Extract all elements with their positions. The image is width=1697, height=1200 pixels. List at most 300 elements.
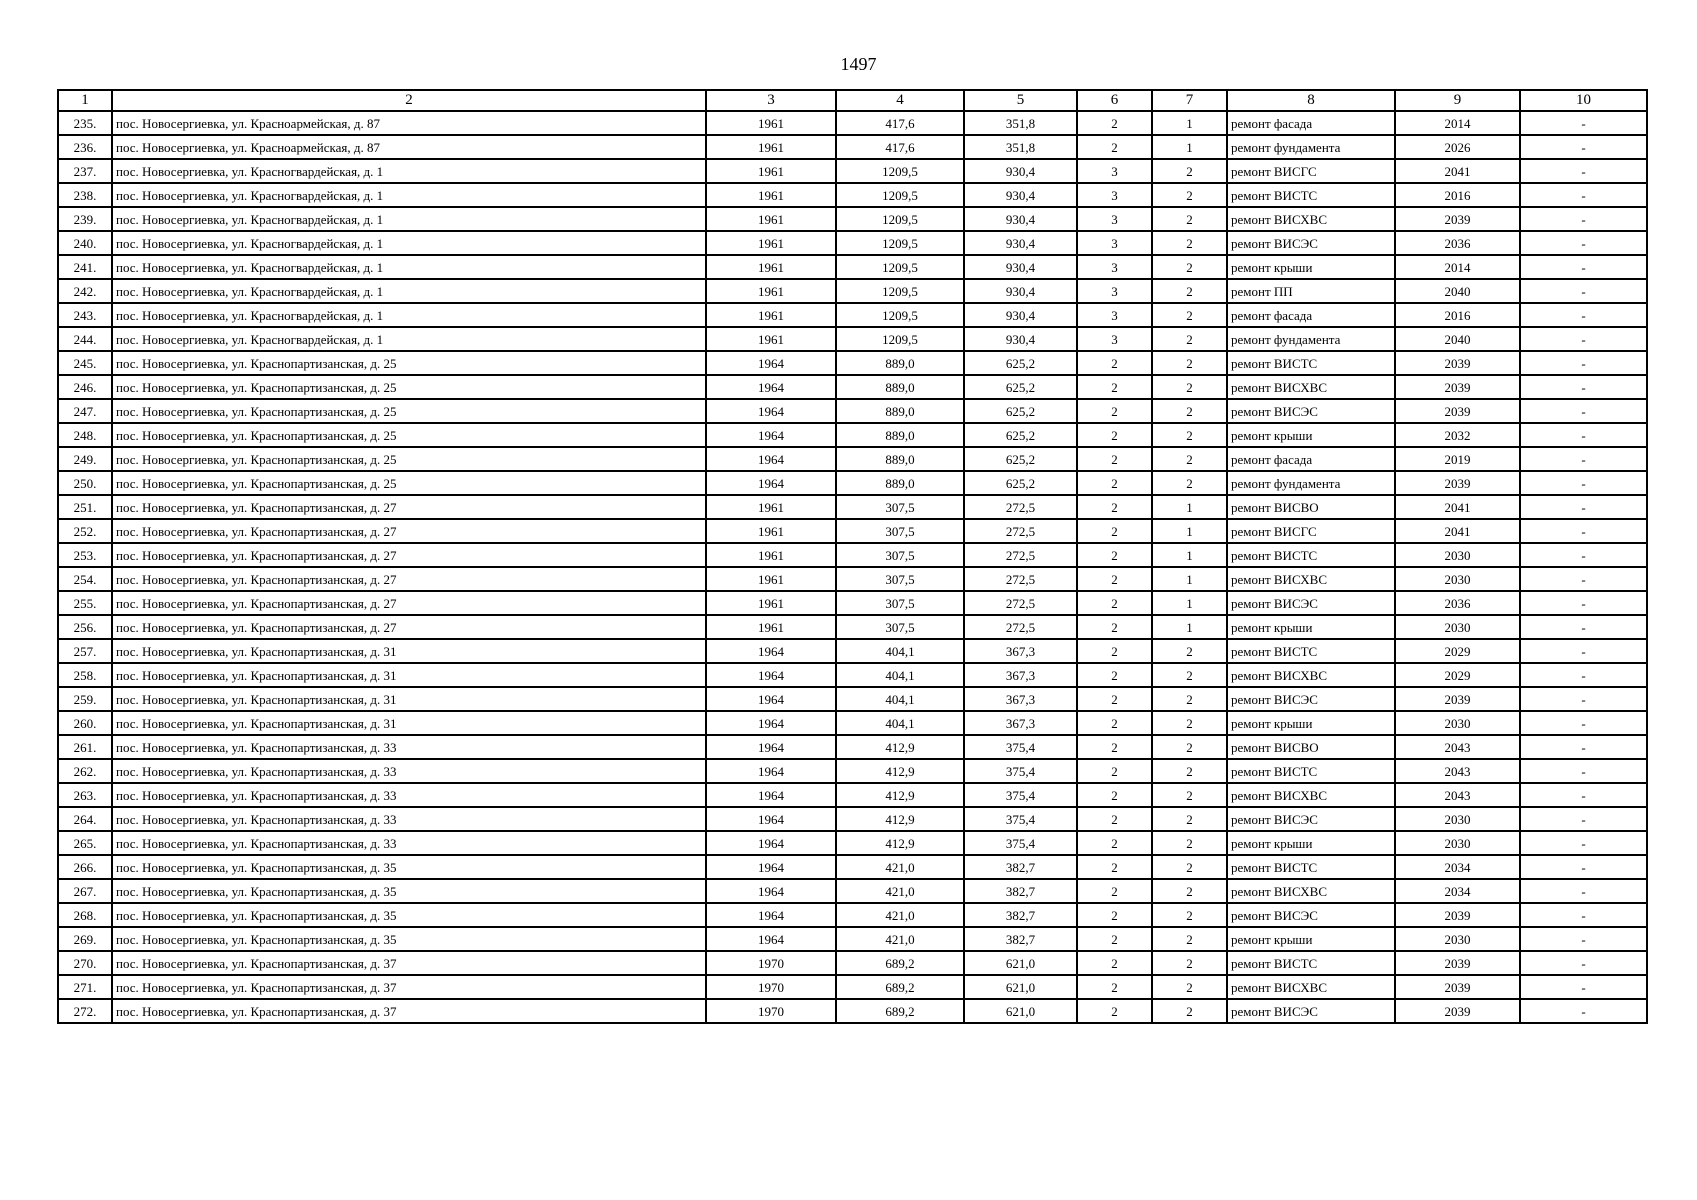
note-cell: - [1520,183,1647,207]
address-cell: пос. Новосергиевка, ул. Краснопартизанская, д. 31 [112,687,706,711]
planned-year-cell: 2026 [1395,135,1520,159]
table-row [58,687,1647,711]
floors-cell: 2 [1077,399,1152,423]
floors-cell: 2 [1077,567,1152,591]
address-cell: пос. Новосергиевка, ул. Краснопартизанская, д. 35 [112,855,706,879]
floors-cell: 3 [1077,303,1152,327]
table-row [58,927,1647,951]
planned-year-cell: 2039 [1395,903,1520,927]
living-area-cell: 351,8 [964,111,1077,135]
note-cell: - [1520,399,1647,423]
address-cell: пос. Новосергиевка, ул. Краснопартизанская, д. 25 [112,375,706,399]
entrances-cell: 1 [1152,567,1227,591]
planned-year-cell: 2030 [1395,927,1520,951]
repair-work-cell: ремонт крыши [1227,423,1395,447]
living-area-cell: 272,5 [964,495,1077,519]
note-cell: - [1520,135,1647,159]
total-area-cell: 412,9 [836,831,964,855]
entrances-cell: 2 [1152,663,1227,687]
table-row [58,231,1647,255]
build-year-cell: 1964 [706,471,836,495]
row-number: 270. [58,951,112,975]
floors-cell: 2 [1077,519,1152,543]
living-area-cell: 272,5 [964,543,1077,567]
build-year-cell: 1961 [706,327,836,351]
planned-year-cell: 2036 [1395,231,1520,255]
table-row [58,879,1647,903]
repair-work-cell: ремонт ВИСВО [1227,495,1395,519]
note-cell: - [1520,999,1647,1023]
floors-cell: 2 [1077,759,1152,783]
entrances-cell: 2 [1152,879,1227,903]
table-row [58,831,1647,855]
row-number: 252. [58,519,112,543]
build-year-cell: 1964 [706,423,836,447]
total-area-cell: 1209,5 [836,255,964,279]
row-number: 266. [58,855,112,879]
planned-year-cell: 2043 [1395,735,1520,759]
address-cell: пос. Новосергиевка, ул. Красногвардейская, д. 1 [112,279,706,303]
build-year-cell: 1964 [706,759,836,783]
entrances-cell: 2 [1152,279,1227,303]
row-number: 251. [58,495,112,519]
note-cell: - [1520,327,1647,351]
entrances-cell: 2 [1152,783,1227,807]
address-cell: пос. Новосергиевка, ул. Краснопартизанская, д. 27 [112,543,706,567]
table-row [58,783,1647,807]
floors-cell: 2 [1077,495,1152,519]
note-cell: - [1520,927,1647,951]
planned-year-cell: 2029 [1395,639,1520,663]
repair-work-cell: ремонт ВИСТС [1227,951,1395,975]
floors-cell: 2 [1077,927,1152,951]
repair-work-cell: ремонт ВИСЭС [1227,231,1395,255]
repair-registry-table [57,89,1648,1024]
note-cell: - [1520,615,1647,639]
row-number: 243. [58,303,112,327]
table-row [58,279,1647,303]
row-number: 253. [58,543,112,567]
repair-work-cell: ремонт ВИСЭС [1227,903,1395,927]
living-area-cell: 272,5 [964,567,1077,591]
total-area-cell: 421,0 [836,855,964,879]
living-area-cell: 930,4 [964,303,1077,327]
entrances-cell: 2 [1152,183,1227,207]
planned-year-cell: 2043 [1395,759,1520,783]
planned-year-cell: 2034 [1395,855,1520,879]
entrances-cell: 2 [1152,711,1227,735]
row-number: 239. [58,207,112,231]
table-row [58,159,1647,183]
planned-year-cell: 2016 [1395,183,1520,207]
row-number: 272. [58,999,112,1023]
floors-cell: 2 [1077,687,1152,711]
address-cell: пос. Новосергиевка, ул. Красногвардейская, д. 1 [112,327,706,351]
total-area-cell: 1209,5 [836,279,964,303]
address-cell: пос. Новосергиевка, ул. Красногвардейская, д. 1 [112,159,706,183]
entrances-cell: 2 [1152,231,1227,255]
total-area-cell: 1209,5 [836,207,964,231]
table-row [58,111,1647,135]
entrances-cell: 2 [1152,759,1227,783]
total-area-cell: 889,0 [836,375,964,399]
entrances-cell: 2 [1152,207,1227,231]
build-year-cell: 1964 [706,663,836,687]
address-cell: пос. Новосергиевка, ул. Красноармейская, д. 87 [112,135,706,159]
row-number: 261. [58,735,112,759]
entrances-cell: 1 [1152,519,1227,543]
living-area-cell: 375,4 [964,759,1077,783]
table-row [58,135,1647,159]
address-cell: пос. Новосергиевка, ул. Краснопартизанская, д. 33 [112,735,706,759]
address-cell: пос. Новосергиевка, ул. Красногвардейская, д. 1 [112,183,706,207]
row-number: 237. [58,159,112,183]
build-year-cell: 1970 [706,975,836,999]
note-cell: - [1520,303,1647,327]
address-cell: пос. Новосергиевка, ул. Краснопартизанская, д. 33 [112,759,706,783]
planned-year-cell: 2041 [1395,159,1520,183]
row-number: 264. [58,807,112,831]
note-cell: - [1520,639,1647,663]
row-number: 265. [58,831,112,855]
entrances-cell: 2 [1152,855,1227,879]
repair-work-cell: ремонт ВИСЭС [1227,399,1395,423]
repair-work-cell: ремонт крыши [1227,615,1395,639]
floors-cell: 2 [1077,735,1152,759]
floors-cell: 3 [1077,207,1152,231]
address-cell: пос. Новосергиевка, ул. Краснопартизанская, д. 31 [112,711,706,735]
floors-cell: 2 [1077,351,1152,375]
build-year-cell: 1961 [706,567,836,591]
repair-work-cell: ремонт ВИСЭС [1227,999,1395,1023]
living-area-cell: 375,4 [964,735,1077,759]
table-row [58,615,1647,639]
living-area-cell: 930,4 [964,207,1077,231]
row-number: 268. [58,903,112,927]
planned-year-cell: 2036 [1395,591,1520,615]
row-number: 248. [58,423,112,447]
table-row [58,471,1647,495]
living-area-cell: 367,3 [964,711,1077,735]
note-cell: - [1520,879,1647,903]
row-number: 260. [58,711,112,735]
row-number: 242. [58,279,112,303]
note-cell: - [1520,807,1647,831]
build-year-cell: 1964 [706,855,836,879]
planned-year-cell: 2039 [1395,351,1520,375]
build-year-cell: 1964 [706,903,836,927]
total-area-cell: 412,9 [836,807,964,831]
build-year-cell: 1964 [706,831,836,855]
entrances-cell: 1 [1152,591,1227,615]
floors-cell: 3 [1077,231,1152,255]
total-area-cell: 1209,5 [836,183,964,207]
repair-work-cell: ремонт ВИСХВС [1227,975,1395,999]
table-row [58,447,1647,471]
planned-year-cell: 2030 [1395,831,1520,855]
living-area-cell: 930,4 [964,231,1077,255]
total-area-cell: 307,5 [836,519,964,543]
living-area-cell: 930,4 [964,183,1077,207]
floors-cell: 2 [1077,615,1152,639]
floors-cell: 2 [1077,783,1152,807]
note-cell: - [1520,471,1647,495]
column-header: 6 [1077,90,1152,111]
floors-cell: 2 [1077,807,1152,831]
total-area-cell: 1209,5 [836,231,964,255]
row-number: 256. [58,615,112,639]
floors-cell: 2 [1077,663,1152,687]
build-year-cell: 1961 [706,591,836,615]
column-header: 2 [112,90,706,111]
address-cell: пос. Новосергиевка, ул. Краснопартизанская, д. 25 [112,447,706,471]
build-year-cell: 1961 [706,519,836,543]
column-header: 5 [964,90,1077,111]
planned-year-cell: 2034 [1395,879,1520,903]
table-row [58,639,1647,663]
note-cell: - [1520,231,1647,255]
repair-work-cell: ремонт фундамента [1227,327,1395,351]
note-cell: - [1520,375,1647,399]
entrances-cell: 2 [1152,903,1227,927]
floors-cell: 3 [1077,183,1152,207]
table-row [58,903,1647,927]
repair-work-cell: ремонт ВИСЭС [1227,687,1395,711]
table-row [58,567,1647,591]
table-row [58,759,1647,783]
floors-cell: 2 [1077,447,1152,471]
floors-cell: 2 [1077,879,1152,903]
entrances-cell: 2 [1152,399,1227,423]
repair-work-cell: ремонт ПП [1227,279,1395,303]
entrances-cell: 1 [1152,615,1227,639]
table-row [58,183,1647,207]
living-area-cell: 375,4 [964,831,1077,855]
table-row [58,207,1647,231]
planned-year-cell: 2016 [1395,303,1520,327]
row-number: 263. [58,783,112,807]
table-row [58,807,1647,831]
row-number: 236. [58,135,112,159]
entrances-cell: 2 [1152,471,1227,495]
floors-cell: 2 [1077,375,1152,399]
build-year-cell: 1970 [706,951,836,975]
living-area-cell: 930,4 [964,279,1077,303]
entrances-cell: 2 [1152,351,1227,375]
entrances-cell: 2 [1152,687,1227,711]
living-area-cell: 621,0 [964,951,1077,975]
planned-year-cell: 2032 [1395,423,1520,447]
total-area-cell: 689,2 [836,999,964,1023]
floors-cell: 2 [1077,423,1152,447]
build-year-cell: 1964 [706,399,836,423]
row-number: 267. [58,879,112,903]
address-cell: пос. Новосергиевка, ул. Краснопартизанская, д. 25 [112,471,706,495]
table-row [58,327,1647,351]
address-cell: пос. Новосергиевка, ул. Краснопартизанская, д. 27 [112,519,706,543]
total-area-cell: 412,9 [836,735,964,759]
planned-year-cell: 2041 [1395,495,1520,519]
total-area-cell: 307,5 [836,567,964,591]
address-cell: пос. Новосергиевка, ул. Краснопартизанская, д. 31 [112,663,706,687]
total-area-cell: 307,5 [836,615,964,639]
address-cell: пос. Новосергиевка, ул. Краснопартизанская, д. 35 [112,927,706,951]
planned-year-cell: 2030 [1395,807,1520,831]
entrances-cell: 2 [1152,831,1227,855]
note-cell: - [1520,855,1647,879]
floors-cell: 2 [1077,111,1152,135]
row-number: 240. [58,231,112,255]
entrances-cell: 1 [1152,111,1227,135]
row-number: 259. [58,687,112,711]
note-cell: - [1520,783,1647,807]
repair-work-cell: ремонт ВИСТС [1227,639,1395,663]
planned-year-cell: 2039 [1395,207,1520,231]
build-year-cell: 1964 [706,879,836,903]
repair-work-cell: ремонт фундамента [1227,135,1395,159]
total-area-cell: 404,1 [836,639,964,663]
entrances-cell: 2 [1152,159,1227,183]
planned-year-cell: 2039 [1395,951,1520,975]
address-cell: пос. Новосергиевка, ул. Краснопартизанская, д. 27 [112,615,706,639]
build-year-cell: 1961 [706,303,836,327]
repair-work-cell: ремонт ВИСГС [1227,159,1395,183]
repair-work-cell: ремонт ВИСХВС [1227,207,1395,231]
build-year-cell: 1964 [706,639,836,663]
build-year-cell: 1961 [706,135,836,159]
living-area-cell: 621,0 [964,999,1077,1023]
total-area-cell: 404,1 [836,663,964,687]
living-area-cell: 625,2 [964,351,1077,375]
row-number: 255. [58,591,112,615]
column-header: 7 [1152,90,1227,111]
entrances-cell: 2 [1152,375,1227,399]
note-cell: - [1520,567,1647,591]
row-number: 241. [58,255,112,279]
repair-work-cell: ремонт ВИСТС [1227,543,1395,567]
planned-year-cell: 2039 [1395,975,1520,999]
column-header: 8 [1227,90,1395,111]
floors-cell: 3 [1077,159,1152,183]
address-cell: пос. Новосергиевка, ул. Краснопартизанская, д. 27 [112,591,706,615]
living-area-cell: 382,7 [964,927,1077,951]
row-number: 254. [58,567,112,591]
total-area-cell: 412,9 [836,783,964,807]
entrances-cell: 2 [1152,975,1227,999]
address-cell: пос. Новосергиевка, ул. Красногвардейская, д. 1 [112,303,706,327]
total-area-cell: 421,0 [836,927,964,951]
planned-year-cell: 2039 [1395,375,1520,399]
total-area-cell: 404,1 [836,711,964,735]
repair-work-cell: ремонт фасада [1227,447,1395,471]
repair-work-cell: ремонт крыши [1227,711,1395,735]
note-cell: - [1520,711,1647,735]
living-area-cell: 375,4 [964,783,1077,807]
row-number: 244. [58,327,112,351]
table-row [58,735,1647,759]
column-number-row [58,90,1647,111]
table-row [58,663,1647,687]
total-area-cell: 889,0 [836,399,964,423]
note-cell: - [1520,159,1647,183]
floors-cell: 2 [1077,471,1152,495]
floors-cell: 3 [1077,255,1152,279]
build-year-cell: 1964 [706,807,836,831]
living-area-cell: 625,2 [964,471,1077,495]
note-cell: - [1520,255,1647,279]
note-cell: - [1520,903,1647,927]
total-area-cell: 307,5 [836,495,964,519]
planned-year-cell: 2030 [1395,711,1520,735]
planned-year-cell: 2041 [1395,519,1520,543]
address-cell: пос. Новосергиевка, ул. Краснопартизанская, д. 37 [112,999,706,1023]
planned-year-cell: 2039 [1395,999,1520,1023]
address-cell: пос. Новосергиевка, ул. Красноармейская, д. 87 [112,111,706,135]
floors-cell: 2 [1077,903,1152,927]
total-area-cell: 421,0 [836,903,964,927]
build-year-cell: 1964 [706,735,836,759]
table-row [58,855,1647,879]
note-cell: - [1520,975,1647,999]
repair-work-cell: ремонт ВИСТС [1227,759,1395,783]
floors-cell: 3 [1077,279,1152,303]
row-number: 262. [58,759,112,783]
row-number: 271. [58,975,112,999]
planned-year-cell: 2030 [1395,567,1520,591]
address-cell: пос. Новосергиевка, ул. Краснопартизанская, д. 37 [112,975,706,999]
table-row [58,543,1647,567]
total-area-cell: 404,1 [836,687,964,711]
table-row [58,519,1647,543]
total-area-cell: 307,5 [836,591,964,615]
table-body [58,111,1647,1023]
build-year-cell: 1964 [706,927,836,951]
total-area-cell: 1209,5 [836,303,964,327]
build-year-cell: 1964 [706,783,836,807]
planned-year-cell: 2040 [1395,327,1520,351]
living-area-cell: 930,4 [964,255,1077,279]
living-area-cell: 930,4 [964,159,1077,183]
repair-work-cell: ремонт фундамента [1227,471,1395,495]
total-area-cell: 412,9 [836,759,964,783]
address-cell: пос. Новосергиевка, ул. Краснопартизанская, д. 27 [112,567,706,591]
note-cell: - [1520,207,1647,231]
repair-work-cell: ремонт ВИСХВС [1227,375,1395,399]
total-area-cell: 689,2 [836,951,964,975]
table-row [58,975,1647,999]
address-cell: пос. Новосергиевка, ул. Краснопартизанская, д. 33 [112,831,706,855]
planned-year-cell: 2039 [1395,399,1520,423]
floors-cell: 2 [1077,135,1152,159]
floors-cell: 2 [1077,543,1152,567]
total-area-cell: 889,0 [836,447,964,471]
total-area-cell: 889,0 [836,351,964,375]
row-number: 247. [58,399,112,423]
table-row [58,423,1647,447]
planned-year-cell: 2029 [1395,663,1520,687]
note-cell: - [1520,447,1647,471]
planned-year-cell: 2039 [1395,687,1520,711]
build-year-cell: 1964 [706,687,836,711]
row-number: 249. [58,447,112,471]
total-area-cell: 1209,5 [836,327,964,351]
page-number: 1497 [840,54,877,74]
living-area-cell: 621,0 [964,975,1077,999]
build-year-cell: 1964 [706,447,836,471]
repair-work-cell: ремонт ВИСЭС [1227,807,1395,831]
living-area-cell: 625,2 [964,447,1077,471]
table-row [58,495,1647,519]
